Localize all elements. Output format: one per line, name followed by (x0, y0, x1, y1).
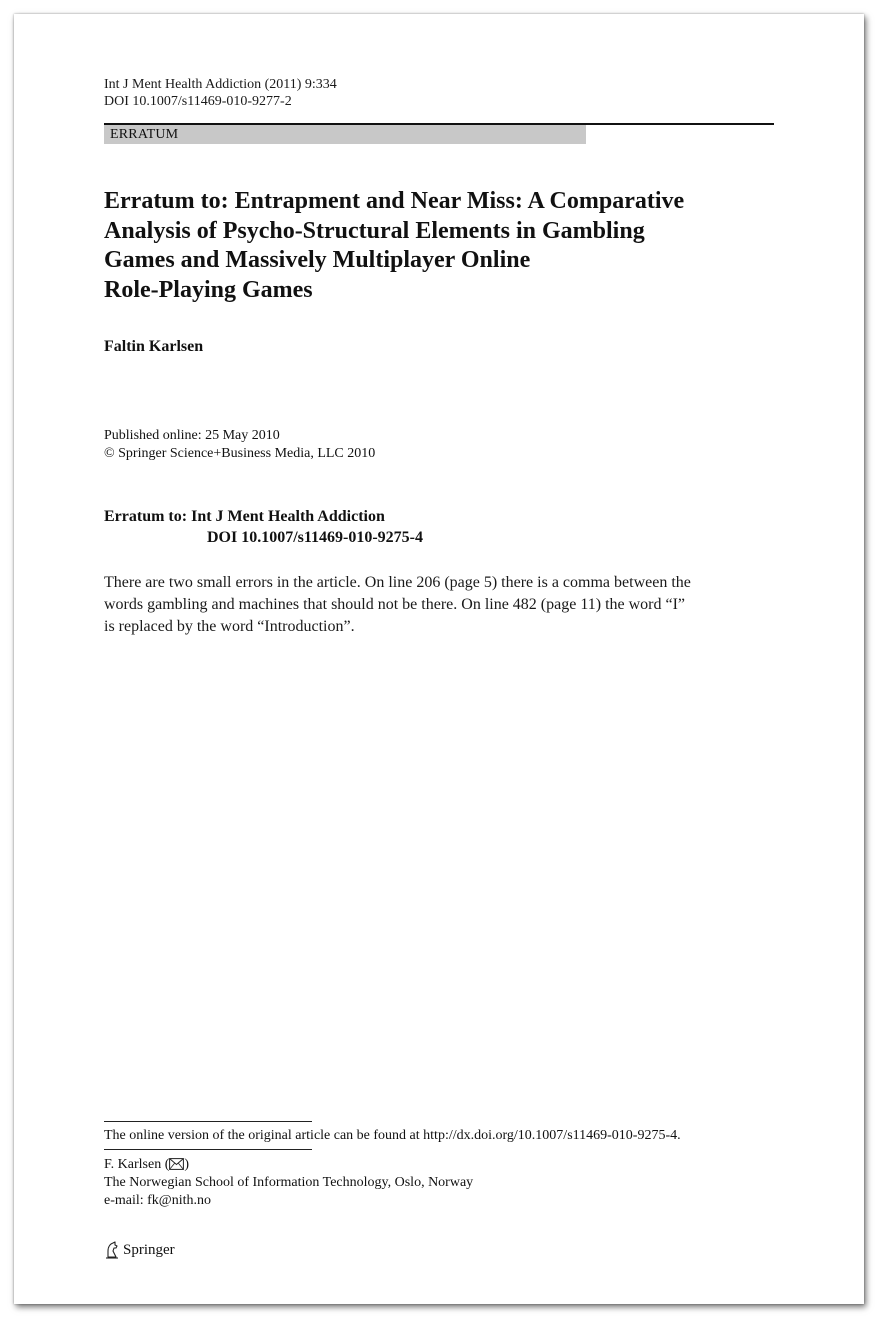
journal-doi: DOI 10.1007/s11469-010-9277-2 (104, 94, 292, 109)
affiliation-institution: The Norwegian School of Information Technology, Oslo, Norway (104, 1175, 474, 1190)
erratum-heading-line1: Erratum to: Int J Ment Health Addiction (104, 508, 385, 525)
affiliation-name-line (104, 1156, 473, 1174)
erratum-heading (104, 506, 423, 548)
footnote-rule (104, 1121, 312, 1122)
author-affiliation (104, 1156, 473, 1210)
title-line: Erratum to: Entrapment and Near Miss: A Comparative (104, 188, 685, 214)
body-line: is replaced by the word “Introduction”. (104, 618, 355, 635)
affiliation-name-suffix: ) (184, 1157, 190, 1172)
affiliation-rule (104, 1149, 312, 1150)
affiliation-name: F. Karlsen ( (104, 1157, 170, 1172)
erratum-heading-doi: DOI 10.1007/s11469-010-9275-4 (207, 529, 423, 546)
body-line: There are two small errors in the article. On line 206 (page 5) there is a comma between the (104, 574, 691, 591)
paper-page (14, 14, 864, 1304)
springer-horse-icon (104, 1241, 120, 1259)
article-title (104, 187, 764, 305)
affiliation-email: e-mail: fk@nith.no (104, 1193, 211, 1208)
original-version-footnote: The online version of the original article can be found at http://dx.doi.org/10.1007/s11469-010-9275-4. (104, 1128, 681, 1143)
title-line: Role-Playing Games (104, 276, 313, 303)
envelope-icon (169, 1158, 184, 1170)
body-line: words gambling and machines that should not be there. On line 482 (page 11) the word “I” (104, 596, 686, 613)
publisher-mark (104, 1241, 175, 1259)
title-line: Games and Massively Multiplayer Online (104, 247, 531, 273)
copyright-notice: © Springer Science+Business Media, LLC 2010 (104, 446, 376, 461)
article-type-band (104, 125, 586, 144)
publisher-name: Springer (123, 1242, 175, 1258)
title-line: Analysis of Psycho-Structural Elements in Gambling (104, 217, 645, 244)
article-type-label: ERRATUM (110, 127, 179, 142)
published-online: Published online: 25 May 2010 (104, 428, 280, 443)
journal-citation: Int J Ment Health Addiction (2011) 9:334 (104, 77, 337, 92)
author-name: Faltin Karlsen (104, 338, 204, 355)
erratum-body (104, 572, 784, 638)
